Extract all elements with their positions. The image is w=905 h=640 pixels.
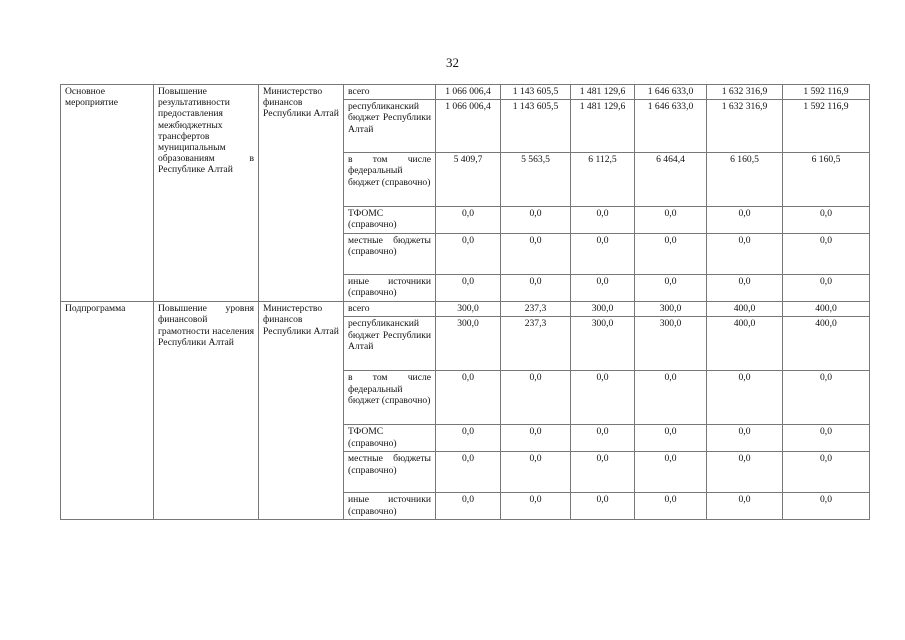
amount-cell: 0,0 (501, 493, 571, 520)
amount-cell: 0,0 (635, 425, 707, 452)
amount-cell: 0,0 (501, 371, 571, 425)
program-name-cell: Повышение уровня финансовой грамотности населения Республики Алтай (154, 302, 259, 520)
amount-cell: 0,0 (783, 425, 870, 452)
amount-cell: 1 143 605,5 (501, 85, 571, 100)
amount-cell: 0,0 (635, 493, 707, 520)
amount-cell: 0,0 (436, 452, 501, 493)
funding-source-cell: республиканский бюджет Республики Алтай (344, 317, 436, 371)
amount-cell: 0,0 (436, 207, 501, 234)
amount-cell: 300,0 (635, 317, 707, 371)
amount-cell: 5 409,7 (436, 153, 501, 207)
amount-cell: 1 632 316,9 (707, 85, 783, 100)
funding-source-cell: местные бюджеты (справочно) (344, 452, 436, 493)
program-name-cell: Повышение результативности предоставления межбюджетных трансфертов муниципальным образованиям в Республике Алтай (154, 85, 259, 302)
amount-cell: 0,0 (436, 234, 501, 275)
amount-cell: 0,0 (783, 493, 870, 520)
amount-cell: 1 143 605,5 (501, 100, 571, 153)
amount-cell: 0,0 (436, 275, 501, 302)
amount-cell: 1 632 316,9 (707, 100, 783, 153)
budget-table (60, 84, 870, 520)
amount-cell: 400,0 (783, 302, 870, 317)
program-type-cell: Подпрограмма (61, 302, 154, 520)
program-type-cell: Основное мероприятие (61, 85, 154, 302)
amount-cell: 0,0 (707, 275, 783, 302)
amount-cell: 0,0 (436, 493, 501, 520)
amount-cell: 237,3 (501, 317, 571, 371)
amount-cell: 400,0 (707, 302, 783, 317)
amount-cell: 0,0 (783, 452, 870, 493)
amount-cell: 0,0 (436, 371, 501, 425)
amount-cell: 0,0 (501, 234, 571, 275)
amount-cell: 1 646 633,0 (635, 85, 707, 100)
amount-cell: 0,0 (501, 452, 571, 493)
amount-cell: 1 646 633,0 (635, 100, 707, 153)
program-name-justified-line: образованиям в (158, 153, 254, 165)
funding-source-cell: ТФОМС (справочно) (344, 207, 436, 234)
page-number: 32 (446, 55, 459, 70)
funding-source-cell: в том числе федеральный бюджет (справочно) (344, 371, 436, 425)
amount-cell: 6 464,4 (635, 153, 707, 207)
amount-cell: 1 592 116,9 (783, 100, 870, 153)
amount-cell: 0,0 (707, 425, 783, 452)
funding-source-cell: ТФОМС (справочно) (344, 425, 436, 452)
amount-cell: 0,0 (436, 425, 501, 452)
amount-cell: 1 066 006,4 (436, 100, 501, 153)
amount-cell: 0,0 (635, 452, 707, 493)
amount-cell: 0,0 (501, 207, 571, 234)
amount-cell: 0,0 (635, 234, 707, 275)
amount-cell: 300,0 (571, 302, 635, 317)
amount-cell: 6 160,5 (783, 153, 870, 207)
amount-cell: 0,0 (783, 371, 870, 425)
amount-cell: 0,0 (635, 275, 707, 302)
funding-source-cell: иные источники (справочно) (344, 275, 436, 302)
amount-cell: 300,0 (436, 302, 501, 317)
amount-cell: 400,0 (707, 317, 783, 371)
amount-cell: 0,0 (707, 371, 783, 425)
amount-cell: 0,0 (571, 234, 635, 275)
funding-source-cell: республиканский бюджет Республики Алтай (344, 100, 436, 153)
funding-source-cell: местные бюджеты (справочно) (344, 234, 436, 275)
amount-cell: 0,0 (571, 452, 635, 493)
amount-cell: 0,0 (571, 371, 635, 425)
table-row (61, 302, 870, 317)
amount-cell: 0,0 (707, 234, 783, 275)
amount-cell: 0,0 (501, 275, 571, 302)
amount-cell: 0,0 (635, 207, 707, 234)
funding-source-cell: иные источники (справочно) (344, 493, 436, 520)
amount-cell: 237,3 (501, 302, 571, 317)
amount-cell: 300,0 (571, 317, 635, 371)
amount-cell: 0,0 (571, 207, 635, 234)
amount-cell: 300,0 (436, 317, 501, 371)
amount-cell: 0,0 (571, 425, 635, 452)
funding-source-cell: всего (344, 302, 436, 317)
amount-cell: 1 066 006,4 (436, 85, 501, 100)
table-row (61, 85, 870, 100)
amount-cell: 0,0 (783, 234, 870, 275)
amount-cell: 6 112,5 (571, 153, 635, 207)
amount-cell: 0,0 (707, 207, 783, 234)
amount-cell: 1 592 116,9 (783, 85, 870, 100)
amount-cell: 0,0 (571, 493, 635, 520)
funding-source-cell: всего (344, 85, 436, 100)
amount-cell: 0,0 (707, 493, 783, 520)
amount-cell: 5 563,5 (501, 153, 571, 207)
amount-cell: 300,0 (635, 302, 707, 317)
amount-cell: 0,0 (571, 275, 635, 302)
amount-cell: 0,0 (783, 207, 870, 234)
amount-cell: 6 160,5 (707, 153, 783, 207)
amount-cell: 1 481 129,6 (571, 85, 635, 100)
amount-cell: 0,0 (707, 452, 783, 493)
executor-cell: Министерство финансов Республики Алтай (259, 85, 344, 302)
amount-cell: 400,0 (783, 317, 870, 371)
amount-cell: 0,0 (783, 275, 870, 302)
amount-cell: 0,0 (635, 371, 707, 425)
executor-cell: Министерство финансов Республики Алтай (259, 302, 344, 520)
amount-cell: 1 481 129,6 (571, 100, 635, 153)
funding-source-cell: в том числе федеральный бюджет (справочно) (344, 153, 436, 207)
amount-cell: 0,0 (501, 425, 571, 452)
budget-table-body (61, 85, 870, 520)
program-name-tail: Республике Алтай (158, 164, 233, 176)
